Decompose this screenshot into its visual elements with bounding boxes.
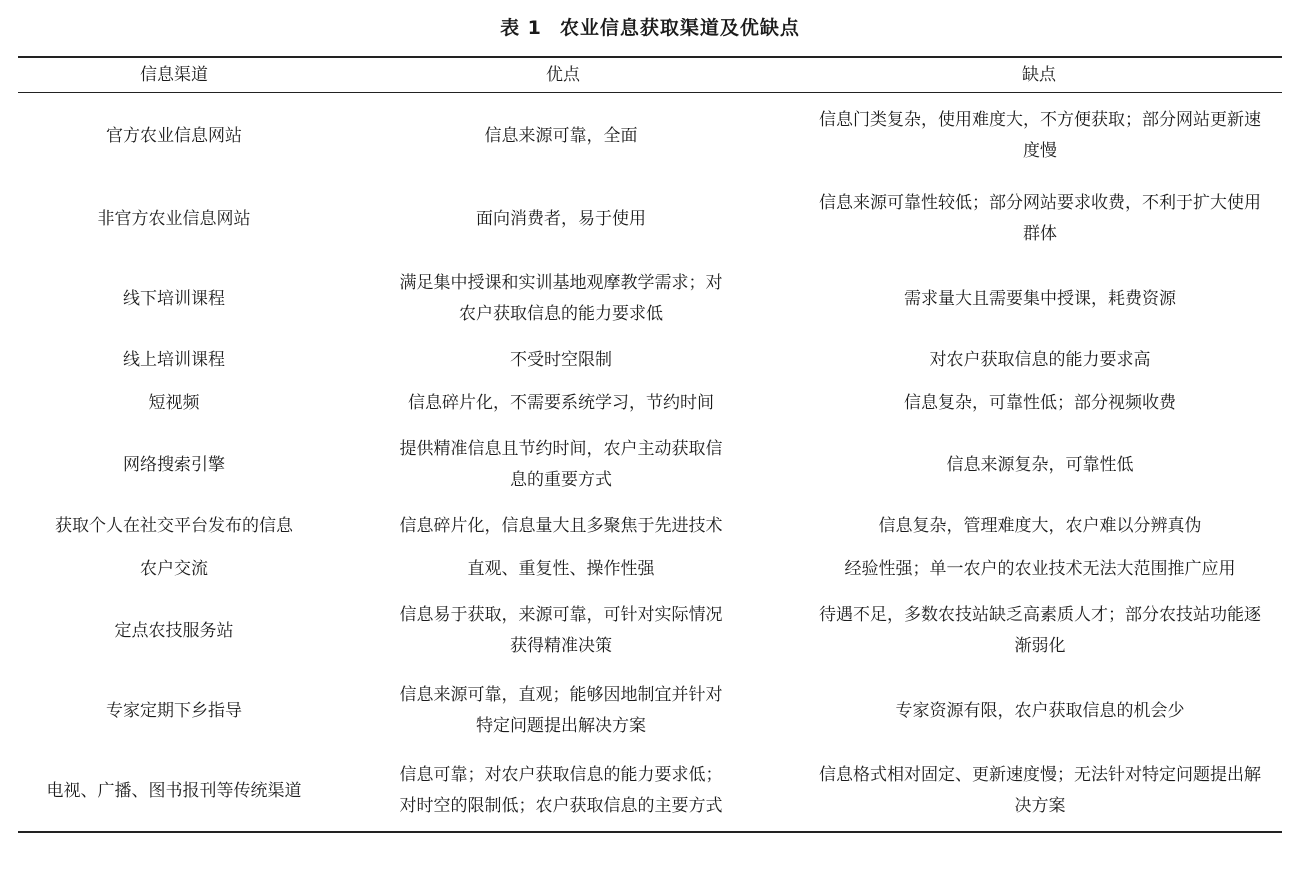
- channel-cell: 网络搜索引擎: [123, 454, 225, 475]
- cons-cell: 信息格式相对固定、更新速度慢；无法针对特定问题提出解决方案: [819, 765, 1261, 816]
- cons-cell: 信息来源复杂，可靠性低: [946, 454, 1134, 475]
- channel-cell: 农户交流: [140, 559, 208, 579]
- table-row: [18, 93, 1282, 180]
- pros-cell: 不受时空限制: [510, 350, 612, 370]
- table-row: [18, 548, 1282, 591]
- table-title: [0, 14, 1300, 42]
- pros-cell: 信息来源可靠，直观；能够因地制宜并针对特定问题提出解决方案: [399, 685, 723, 736]
- cons-cell: 需求量大且需要集中授课，耗费资源: [904, 288, 1176, 309]
- table-row: [18, 591, 1282, 671]
- cons-cell: 信息复杂，管理难度大，农户难以分辨真伪: [878, 516, 1202, 536]
- table-title-text: 农业信息获取渠道及优缺点: [559, 17, 800, 39]
- cons-cell: 信息门类复杂，使用难度大，不方便获取；部分网站更新速度慢: [819, 110, 1261, 161]
- channel-cell: 非官方农业信息网站: [97, 208, 251, 229]
- channel-cell: 短视频: [148, 393, 200, 413]
- header-row: [18, 57, 1282, 93]
- channel-cell: 官方农业信息网站: [106, 125, 242, 146]
- table-row: [18, 179, 1282, 259]
- channels-table: [18, 56, 1282, 833]
- pros-cell: 信息碎片化，信息量大且多聚焦于先进技术: [399, 516, 723, 536]
- table-number: 表 1: [500, 17, 542, 39]
- table-header: [18, 57, 1282, 93]
- pros-cell: 信息碎片化，不需要系统学习，节约时间: [408, 393, 714, 413]
- cons-cell: 经验性强；单一农户的农业技术无法大范围推广应用: [844, 559, 1236, 579]
- pros-cell: 直观、重复性、操作性强: [467, 559, 655, 579]
- header-channel: 信息渠道: [18, 57, 330, 93]
- channel-cell: 定点农技服务站: [114, 620, 234, 641]
- pros-cell: 面向消费者，易于使用: [476, 208, 646, 229]
- table-row: [18, 751, 1282, 832]
- table-row: [18, 425, 1282, 505]
- cons-cell: 信息复杂，可靠性低；部分视频收费: [904, 393, 1176, 413]
- table-row: [18, 505, 1282, 548]
- header-cons: 缺点: [796, 57, 1282, 93]
- pros-cell: 满足集中授课和实训基地观摩教学需求；对农户获取信息的能力要求低: [399, 273, 723, 324]
- header-pros: 优点: [330, 57, 796, 93]
- table-row: [18, 671, 1282, 751]
- channel-cell: 线下培训课程: [123, 288, 225, 309]
- pros-cell: 信息可靠；对农户获取信息的能力要求低；对时空的限制低；农户获取信息的主要方式: [399, 765, 723, 816]
- channel-cell: 获取个人在社交平台发布的信息: [55, 516, 293, 536]
- table-body: [18, 93, 1282, 833]
- channel-cell: 电视、广播、图书报刊等传统渠道: [46, 780, 302, 801]
- channel-cell: 专家定期下乡指导: [106, 700, 242, 721]
- table-row: [18, 382, 1282, 425]
- cons-cell: 专家资源有限，农户获取信息的机会少: [895, 700, 1185, 721]
- table-row: [18, 339, 1282, 382]
- pros-cell: 信息易于获取，来源可靠，可针对实际情况获得精准决策: [399, 605, 723, 656]
- cons-cell: 待遇不足，多数农技站缺乏高素质人才；部分农技站功能逐渐弱化: [819, 605, 1261, 656]
- pros-cell: 提供精准信息且节约时间，农户主动获取信息的重要方式: [399, 439, 723, 490]
- table-row: [18, 259, 1282, 339]
- cons-cell: 对农户获取信息的能力要求高: [929, 350, 1151, 370]
- channel-cell: 线上培训课程: [123, 350, 225, 370]
- cons-cell: 信息来源可靠性较低；部分网站要求收费，不利于扩大使用群体: [819, 193, 1261, 244]
- pros-cell: 信息来源可靠，全面: [484, 125, 638, 146]
